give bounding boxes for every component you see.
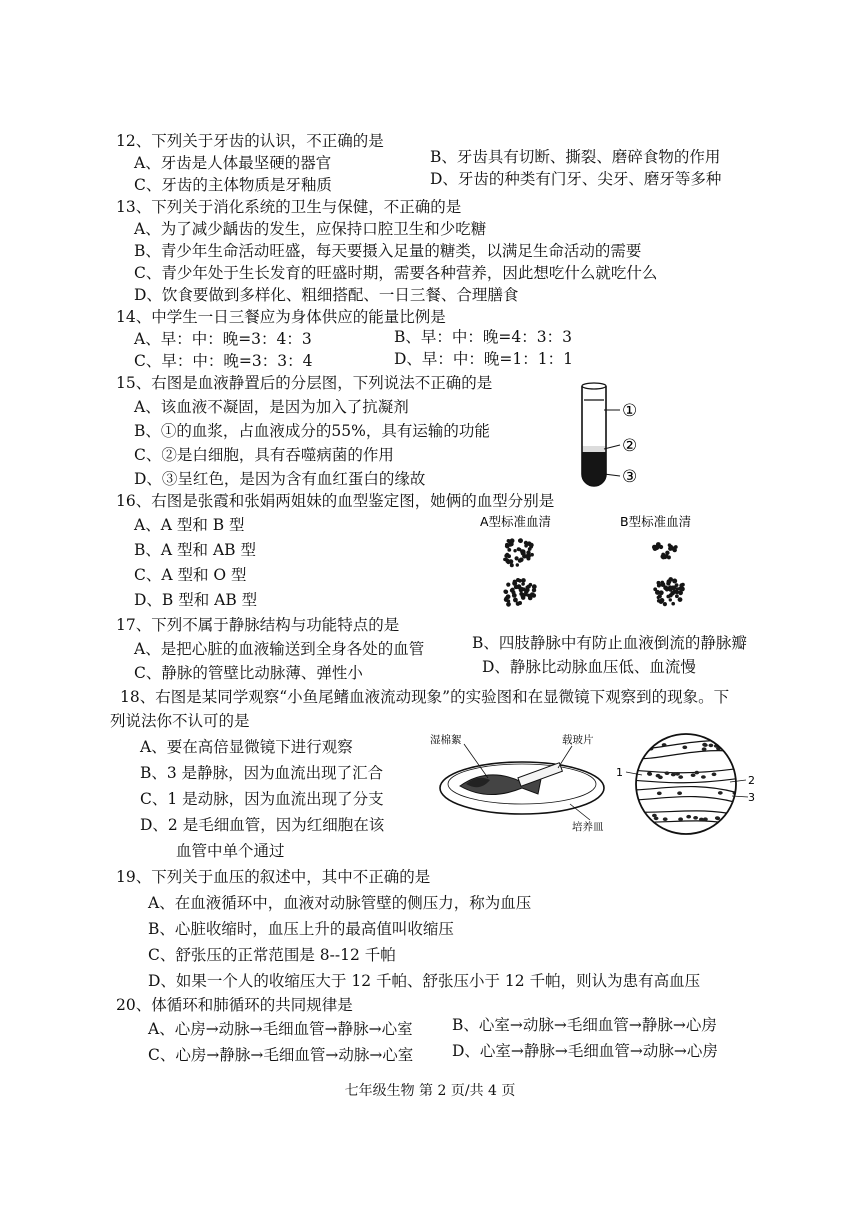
blood-cell-dot: [516, 563, 519, 566]
q16-option-d: D、B 型和 AB 型: [134, 591, 258, 609]
blood-cell-dot: [661, 553, 665, 557]
blood-cell-dot: [666, 595, 670, 599]
red-blood-cell: [712, 773, 717, 777]
blood-cell-dot: [660, 598, 665, 603]
blood-cell-dot: [527, 585, 531, 589]
q12-option-d: D、牙齿的种类有门牙、尖牙、磨牙等多种: [430, 170, 722, 188]
q20-option-d: D、心室→静脉→毛细血管→动脉→心房: [452, 1042, 718, 1060]
q13-option-d: D、饮食要做到多样化、粗细搭配、一日三餐、合理膳食: [134, 286, 519, 304]
result-a-row1: [503, 538, 534, 567]
q16-option-b: B、A 型和 AB 型: [134, 541, 256, 559]
blood-cell-dot: [513, 598, 518, 603]
blood-cell-dot: [518, 539, 521, 542]
red-blood-cell: [702, 743, 707, 747]
q14-option-c: C、早：中：晚=3：3：4: [134, 352, 313, 370]
q19-option-d: D、如果一个人的收缩压大于 12 千帕、舒张压小于 12 千帕，则认为患有高血压: [148, 972, 701, 990]
blood-cell-dot: [668, 543, 671, 546]
red-blood-cell: [703, 817, 708, 821]
q20-stem: 20、体循环和肺循环的共同规律是: [116, 996, 353, 1014]
result-b-row1: [652, 542, 678, 559]
tube-label-1: ①: [622, 401, 638, 421]
red-blood-cell: [678, 817, 683, 821]
q18-option-a: A、要在高倍显微镜下进行观察: [140, 738, 353, 756]
q18-stem-line1: 18、右图是某同学观察“小鱼尾鳍血液流动现象”的实验图和在显微镜下观察到的现象。下: [120, 688, 730, 706]
red-blood-cell: [702, 747, 707, 751]
red-blood-cell: [665, 771, 670, 775]
blood-cell-dot: [671, 602, 675, 606]
blood-cell-dot: [521, 582, 525, 586]
blood-cell-dot: [657, 596, 660, 599]
blood-cell-dot: [519, 588, 524, 593]
red-blood-cell: [686, 815, 691, 819]
red-blood-cell: [694, 771, 699, 775]
q14-option-b: B、早：中：晚=4：3：3: [394, 328, 572, 346]
red-blood-cell: [682, 746, 687, 750]
red-blood-cell: [671, 773, 676, 777]
blood-cell-dot: [513, 549, 516, 552]
blood-cell-dot: [657, 584, 661, 588]
q15-option-c: C、②是白细胞，具有吞噬病菌的作用: [134, 446, 394, 464]
blood-cell-dot: [505, 544, 510, 549]
blood-cell-dot: [506, 594, 511, 599]
red-blood-cell: [662, 743, 667, 747]
red-blood-cell: [663, 817, 668, 821]
blood-cell-dot: [526, 550, 530, 554]
red-blood-cell: [657, 792, 662, 796]
q17-option-b: B、四肢静脉中有防止血液倒流的静脉瓣: [472, 634, 747, 652]
blood-cell-dot: [661, 581, 665, 585]
red-blood-cell: [693, 816, 698, 820]
blood-cell-dot: [667, 555, 671, 559]
q18-option-c: C、1 是动脉，因为血流出现了分支: [140, 790, 384, 808]
blood-cell-dot: [521, 578, 526, 583]
page-footer: 七年级生物 第 2 页/共 4 页: [344, 1083, 516, 1099]
q12-option-b: B、牙齿具有切断、撕裂、磨碎食物的作用: [430, 148, 721, 166]
q17-option-a: A、是把心脏的血液输送到全身各处的血管: [134, 640, 425, 658]
col-label-b: B型标准血清: [620, 514, 692, 529]
q12-stem: 12、下列关于牙齿的认识，不正确的是: [116, 132, 384, 150]
blood-cell-dot: [663, 602, 667, 606]
red-blood-cell: [677, 791, 682, 795]
blood-cell-dot: [667, 579, 672, 584]
q16-stem: 16、右图是张霞和张娟两姐妹的血型鉴定图，她俩的血型分别是: [116, 492, 555, 510]
q18-option-d-line2: 血管中单个通过: [176, 842, 285, 860]
blood-cell-dot: [668, 587, 673, 592]
label-cotton: 湿棉絮: [430, 734, 462, 746]
q15-stem: 15、右图是血液静置后的分层图，下列说法不正确的是: [116, 374, 493, 392]
blood-cell-dot: [675, 583, 679, 587]
q18-option-d-line1: D、2 是毛细血管，因为红细胞在该: [140, 816, 385, 834]
blood-cell-dot: [653, 587, 657, 591]
red-blood-cell: [654, 817, 659, 821]
blood-cell-dot: [678, 597, 683, 602]
blood-type-figure: [470, 512, 740, 622]
red-blood-cell: [638, 815, 643, 819]
fish-experiment-figure: [430, 730, 760, 840]
blood-cell-dot: [675, 594, 679, 598]
blood-cell-dot: [532, 584, 537, 589]
red-blood-cell: [691, 773, 696, 777]
red-blood-cell: [675, 772, 680, 776]
scope-label-2: 2: [748, 774, 755, 787]
red-blood-cell: [709, 744, 714, 748]
blood-cell-dot: [505, 558, 509, 562]
label-dish: 培养皿: [572, 821, 604, 833]
blood-cell-dot: [503, 590, 507, 594]
blood-cell-dot: [528, 596, 533, 601]
q13-option-b: B、青少年生命活动旺盛，每天要摄入足量的糖类，以满足生命活动的需要: [134, 242, 642, 260]
blood-cell-dot: [506, 583, 510, 587]
q20-option-a: A、心房→动脉→毛细血管→静脉→心室: [148, 1020, 413, 1038]
blood-cell-dot: [668, 546, 673, 551]
q19-stem: 19、下列关于血压的叙述中，其中不正确的是: [116, 868, 431, 886]
blood-cell-dot: [510, 563, 514, 567]
q14-option-a: A、早：中：晚=3：4：3: [134, 330, 312, 348]
blood-cell-dot: [520, 549, 525, 554]
q20-option-c: C、心房→静脉→毛细血管→动脉→心室: [148, 1046, 414, 1064]
blood-cell-dot: [507, 548, 511, 552]
q17-stem: 17、下列不属于静脉结构与功能特点的是: [116, 616, 400, 634]
q19-option-b: B、心脏收缩时，血压上升的最高值叫收缩压: [148, 920, 454, 938]
red-blood-cell: [715, 816, 720, 820]
q15-option-b: B、①的血浆，占血液成分的55%，具有运输的功能: [134, 422, 490, 440]
q16-option-a: A、A 型和 B 型: [134, 516, 245, 534]
red-blood-cell: [645, 744, 650, 748]
q17-option-d: D、静脉比动脉血压低、血流慢: [482, 658, 696, 676]
red-blood-cell: [718, 791, 723, 795]
red-blood-cell: [678, 775, 683, 779]
scope-label-1: 1: [616, 766, 623, 779]
blood-cell-dot: [507, 554, 511, 558]
test-tube-figure: [560, 380, 670, 492]
q18-stem-line2: 列说法你不认可的是: [110, 712, 250, 730]
red-blood-cell: [658, 776, 663, 780]
q15-option-a: A、该血液不凝固，是因为加入了抗凝剂: [134, 398, 409, 416]
blood-cell-dot: [521, 594, 526, 599]
blood-cell-dot: [524, 541, 528, 545]
blood-cell-dot: [518, 559, 522, 563]
scope-label-3: 3: [748, 791, 755, 804]
q14-option-d: D、早：中：晚=1：1：1: [394, 350, 573, 368]
white-cell-layer: [582, 446, 606, 452]
q12-option-c: C、牙齿的主体物质是牙釉质: [134, 176, 332, 194]
col-label-a: A型标准血清: [480, 514, 552, 529]
q17-option-c: C、静脉的管壁比动脉薄、弹性小: [134, 664, 363, 682]
q15-option-d: D、③呈红色，是因为含有血红蛋白的缘故: [134, 470, 426, 488]
q20-option-b: B、心室→动脉→毛细血管→静脉→心房: [452, 1016, 717, 1034]
result-a-row2: [503, 578, 536, 607]
q19-option-a: A、在血液循环中，血液对动脉管壁的侧压力，称为血压: [148, 894, 532, 912]
q13-stem: 13、下列关于消化系统的卫生与保健，不正确的是: [116, 198, 462, 216]
blood-cell-dot: [673, 590, 677, 594]
q16-option-c: C、A 型和 O 型: [134, 566, 247, 584]
red-blood-cell: [701, 775, 706, 779]
q12-option-a: A、牙齿是人体最坚硬的器官: [134, 154, 332, 172]
blood-cell-dot: [518, 601, 522, 605]
blood-cell-dot: [669, 598, 672, 601]
blood-cell-dot: [509, 542, 513, 546]
blood-cell-dot: [678, 590, 683, 595]
q13-option-c: C、青少年处于生长发育的旺盛时期，需要各种营养，因此想吃什么就吃什么: [134, 264, 658, 282]
blood-cell-dot: [665, 551, 669, 555]
label-slide: 载玻片: [562, 734, 594, 746]
blood-cell-dot: [659, 590, 664, 595]
red-blood-cell: [647, 772, 652, 776]
blood-cell-dot: [529, 545, 533, 549]
blood-cell-dot: [512, 591, 516, 595]
q14-stem: 14、中学生一日三餐应为身体供应的能量比例是: [116, 308, 446, 326]
q19-option-c: C、舒张压的正常范围是 8--12 千帕: [148, 946, 396, 964]
tube-label-2: ②: [622, 436, 638, 456]
blood-cell-dot: [672, 579, 677, 584]
q13-option-a: A、为了减少龋齿的发生，应保持口腔卫生和少吃糖: [134, 220, 487, 238]
tube-label-3: ③: [622, 467, 638, 487]
blood-cell-dot: [516, 578, 520, 582]
blood-cell-dot: [657, 545, 661, 549]
q18-option-b: B、3 是静脉，因为血流出现了汇合: [140, 764, 384, 782]
result-b-row2: [653, 577, 685, 606]
blood-cell-dot: [678, 587, 682, 591]
